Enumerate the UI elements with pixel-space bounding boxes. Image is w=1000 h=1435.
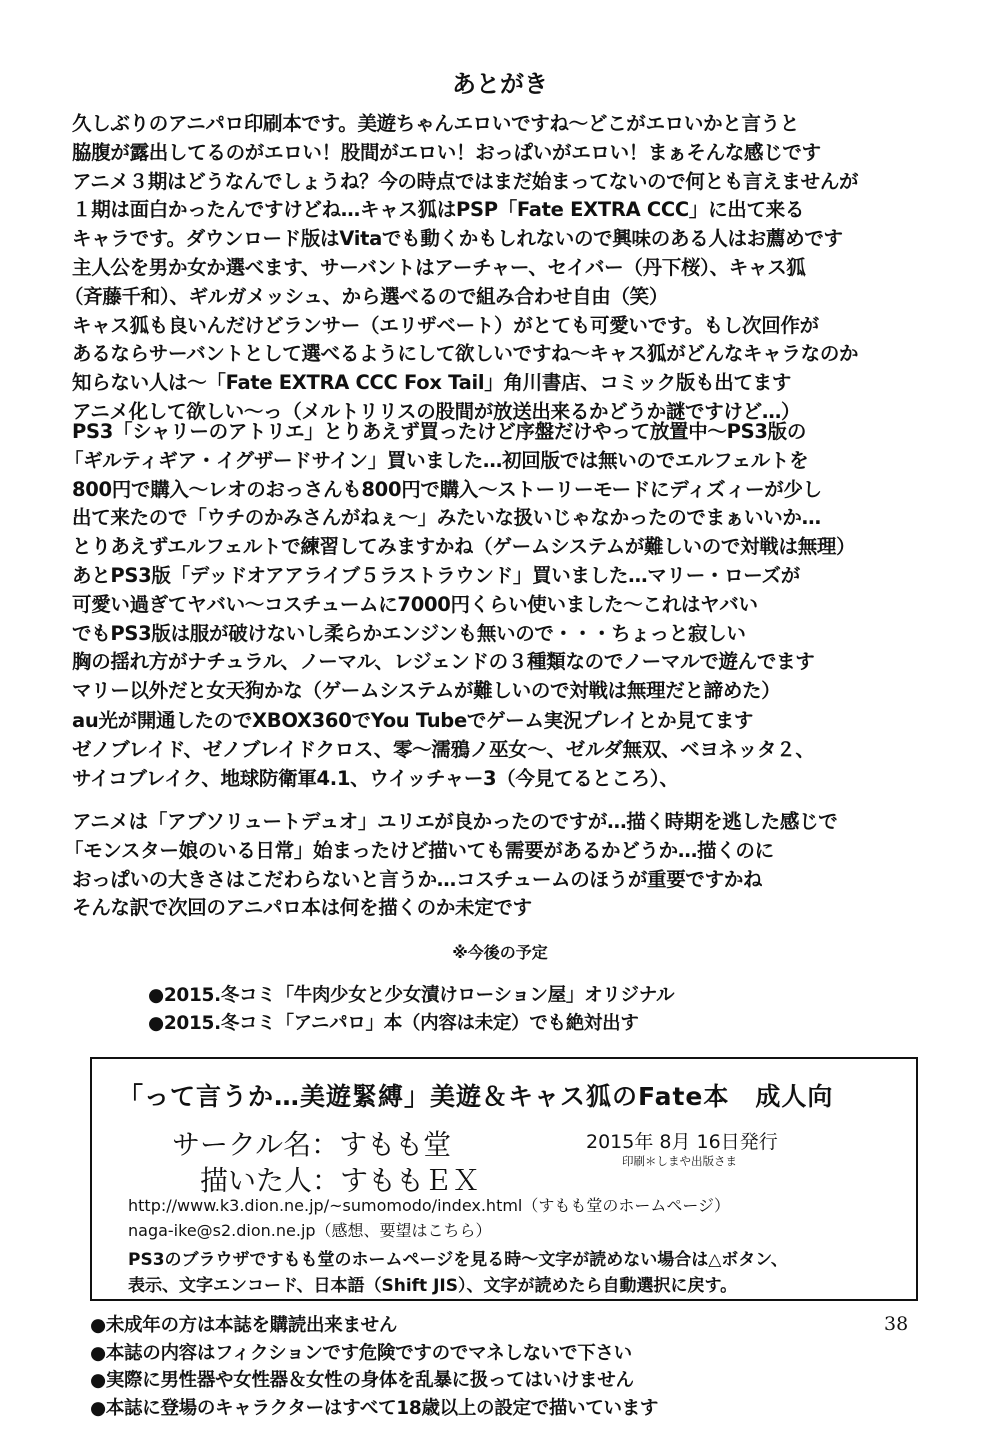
paragraph-games (64, 418, 952, 706)
text-line: 主人公を男か女か選べます、サーバントはアーチャー、セイバー（丹下桜）、キャス狐 (72, 255, 806, 279)
contact-email: naga-ike@s2.dion.ne.jp（感想、要望はこちら） (128, 1221, 492, 1240)
text-line: アニメ化して欲しい～っ（メルトリリスの股間が放送出来るかどうか謎ですけど…） (72, 399, 801, 423)
warning-item: ●本誌に登場のキャラクターはすべて18歳以上の設定で描いています (90, 1397, 659, 1419)
text-line: キャス狐も良いんだけどランサー（エリザベート）がとても可愛いです。もし次回作が (72, 313, 819, 337)
warning-item: ●実際に男性器や女性器＆女性の身体を乱暴に扱ってはいけません (90, 1370, 634, 1391)
text-line: あとPS3版「デッドオアアライブ５ラストラウンド」買いました…マリー・ローズが (72, 563, 800, 587)
page-title: あとがき (452, 70, 548, 98)
text-line: 「ギルティギア・イグザードサイン」買いました…初回版では無いのでエルフェルトを (64, 448, 809, 472)
homepage-url: http://www.k3.dion.ne.jp/~sumomodo/index.html（すもも堂のホームページ） (128, 1196, 731, 1215)
schedule-item: ●2015.冬コミ「牛肉少女と少女漬けローション屋」オリジナル (148, 985, 675, 1006)
warning-item: ●本誌の内容はフィクションです危険ですのでマネしないで下さい (90, 1342, 632, 1364)
text-line: そんな訳で次回のアニパロ本は何を描くのか未定です (72, 896, 532, 920)
text-line: とりあえずエルフェルトで練習してみますかね（ゲームシステムが難しいので対戦は無理） (72, 535, 856, 559)
publish-date: 2015年 8月 16日発行 (586, 1131, 778, 1153)
text-line: アニメ３期はどうなんでしょうね？今の時点ではまだ始まってないので何とも言えませんが (72, 169, 859, 193)
circle-name: サークル名：すもも堂 (172, 1128, 452, 1161)
schedule-title: ※今後の予定 (452, 943, 548, 962)
text-line: マリー以外だと女天狗かな（ゲームシステムが難しいので対戦は無理だと諦めた） (72, 679, 781, 703)
printer-credit: 印刷＊しまや出版さま (622, 1154, 737, 1168)
artist-name: 描いた人：すももＥＸ (200, 1164, 481, 1197)
text-line: 脇腹が露出してるのがエロい！股間がエロい！おっぱいがエロい！まぁそんな感じです (72, 140, 821, 164)
schedule-item: ●2015.冬コミ「アニパロ」本（内容は未定）でも絶対出す (148, 1013, 639, 1034)
text-line: 出て来たので「ウチのかみさんがねぇ～」みたいな扱いじゃなかったのでまぁいいか… (72, 506, 821, 530)
browser-note: 表示、文字エンコード、日本語（Shift JIS）、文字が読めたら自動選択に戻す。 (128, 1276, 738, 1296)
text-line: 可愛い過ぎてヤバい～コスチュームに7000円くらい使いました～これはヤバい (72, 592, 758, 616)
colophon-box (90, 1057, 918, 1301)
text-line: アニメは「アブソリュートデュオ」ユリエが良かったのですが…描く時期を逃した感じで (72, 810, 838, 833)
text-line: （斉藤千和）、ギルガメッシュ、から選べるので組み合わせ自由（笑） (64, 284, 669, 308)
page-number: 38 (884, 1313, 909, 1335)
text-line: あるならサーバントとして選べるようにして欲しいですね～キャス狐がどんなキャラなのか (72, 342, 859, 366)
warnings-list (90, 1312, 658, 1422)
browser-note: PS3のブラウザですもも堂のホームページを見る時～文字が読めない場合は△ボタン、 (128, 1250, 788, 1270)
text-line: 「モンスター娘のいる日常」始まったけど描いても需要があるかどうか…描くのに (64, 838, 774, 862)
paragraph-anime (64, 808, 952, 923)
paragraph-fate (64, 110, 952, 427)
text-line: サイコブレイク、地球防衛軍4.1、ウイッチャー3（今見てるところ）、 (72, 766, 679, 790)
text-line: おっぱいの大きさはこだわらないと言うか…コスチュームのほうが重要ですかね (72, 867, 763, 891)
text-line: でもPS3版は服が破けないし柔らかエンジンも無いので・・・ちょっと寂しい (72, 621, 746, 645)
text-line: ゼノブレイド、ゼノブレイドクロス、零～濡鴉ノ巫女～、ゼルダ無双、ベヨネッタ２、 (72, 737, 815, 761)
text-line: キャラです。ダウンロード版はVitaでも動くかもしれないので興味のある人はお薦めです (72, 227, 843, 251)
text-line: au光が開通したのでXBOX360でYou Tubeでゲーム実況プレイとか見てます (72, 709, 754, 732)
book-title: 「って言うか…美遊緊縛」美遊＆キャス狐のFate本 成人向 (118, 1082, 834, 1111)
text-line: 久しぶりのアニパロ印刷本です。美遊ちゃんエロいですね～どこがエロいかと言うと (72, 112, 800, 135)
warning-item: ●未成年の方は本誌を購読出来ません (90, 1315, 398, 1336)
text-line: 胸の揺れ方がナチュラル、ノーマル、レジェンドの３種類なのでノーマルで遊んでます (72, 650, 815, 674)
schedule-list (148, 982, 674, 1038)
text-line: 800円で購入～レオのおっさんも800円で購入～ストーリーモードにディズィーが少し (72, 477, 822, 501)
text-line: 知らない人は～「Fate EXTRA CCC Fox Tail」角川書店、コミック版も出てます (72, 371, 792, 395)
paragraph-youtube (72, 707, 952, 793)
text-line: PS3「シャリーのアトリエ」とりあえず買ったけど序盤だけやって放置中～PS3版の (72, 420, 807, 443)
text-line: １期は面白かったんですけどね…キャス狐はPSP「Fate EXTRA CCC」に出て来る (72, 198, 805, 222)
